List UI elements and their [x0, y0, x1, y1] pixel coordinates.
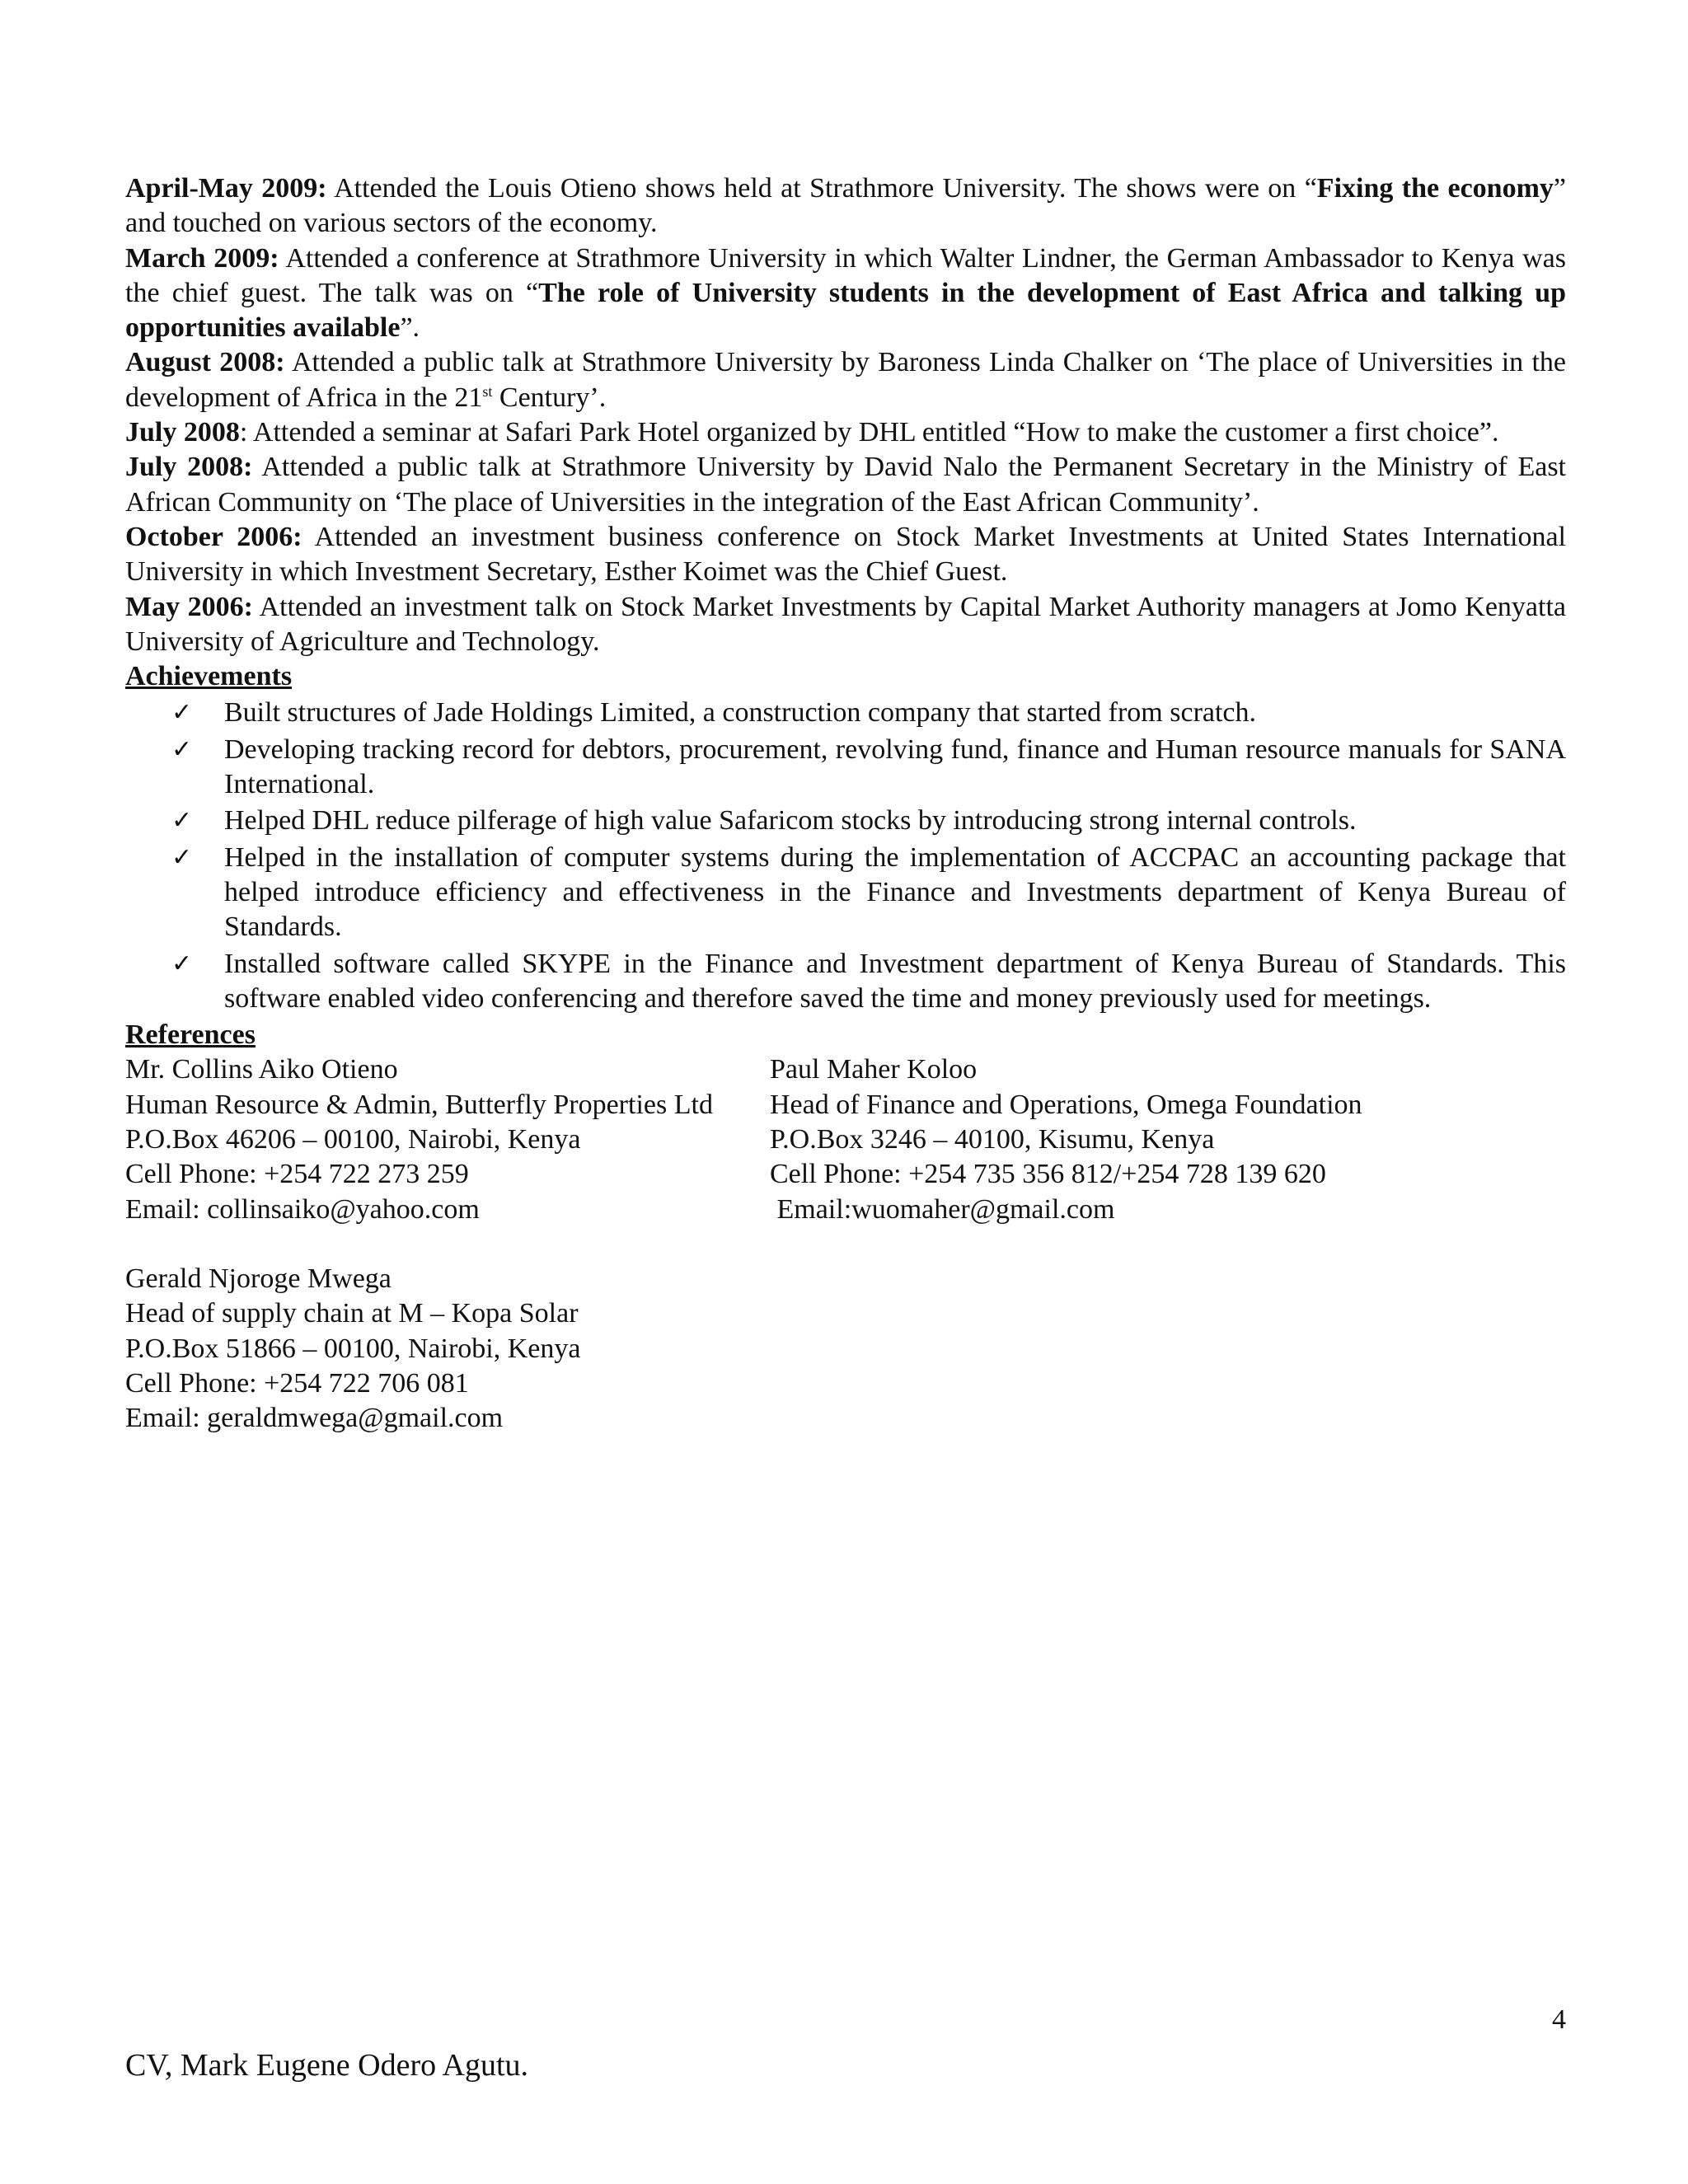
- reference-name: Paul Maher Koloo: [770, 1054, 978, 1085]
- reference-email: Email: collinsaiko@yahoo.com: [125, 1193, 480, 1225]
- reference-entry: [770, 1052, 1566, 1226]
- event-date: August 2008:: [125, 347, 285, 378]
- checkmark-icon: ✓: [171, 734, 193, 764]
- reference-phone: Cell Phone: +254 722 273 259: [125, 1159, 469, 1190]
- reference-entry: [125, 1052, 770, 1226]
- list-item: ✓ Installed software called SKYPE in the Finance and Investment department of Kenya Bureau of Standards. This software enabled video conferencing and therefore saved the time and money previously used for meetings.: [171, 948, 1566, 1014]
- event-date: July 2008: [125, 417, 240, 448]
- event-date: April-May 2009:: [125, 173, 327, 204]
- page-content: [125, 171, 1566, 1436]
- checkmark-icon: ✓: [171, 949, 193, 978]
- reference-name: Mr. Collins Aiko Otieno: [125, 1054, 398, 1085]
- event-entry: October 2006: Attended an investment business conference on Stock Market Investments at United States International University in which Investment Secretary, Esther Koimet was the Chief Guest.: [125, 521, 1566, 588]
- event-date: May 2006:: [125, 591, 253, 622]
- reference-address: P.O.Box 3246 – 40100, Kisumu, Kenya: [770, 1124, 1215, 1155]
- references-grid: [125, 1052, 1566, 1226]
- event-date: March 2009:: [125, 242, 279, 274]
- reference-role: Head of Finance and Operations, Omega Foundation: [770, 1089, 1362, 1120]
- checkmark-icon: ✓: [171, 698, 193, 728]
- reference-role: Human Resource & Admin, Butterfly Properties Ltd: [125, 1089, 713, 1120]
- list-item: ✓ Helped DHL reduce pilferage of high value Safaricom stocks by introducing strong internal controls.: [125, 804, 1566, 838]
- event-date: October 2006:: [125, 521, 302, 552]
- achievements-heading: Achievements: [125, 661, 293, 692]
- reference-phone: Cell Phone: +254 735 356 812/+254 728 139 620: [770, 1159, 1326, 1190]
- reference-email: Email:wuomaher@gmail.com: [770, 1193, 1115, 1225]
- checkmark-icon: ✓: [171, 806, 193, 836]
- list-item: ✓ Developing tracking record for debtors, procurement, revolving fund, finance and Human resource manuals for SANA International.: [171, 733, 1566, 800]
- list-item: ✓ Helped in the installation of computer systems during the implementation of ACCPAC an accounting package that helped introduce efficiency and effectiveness in the Finance and Investments department of Kenya Bureau of Standards.: [171, 841, 1566, 943]
- event-entry: April-May 2009: Attended the Louis Otieno shows held at Strathmore University. The shows were on “Fixing the economy” and touched on various sectors of the economy.: [125, 173, 1566, 239]
- page-footer: CV, Mark Eugene Odero Agutu.: [125, 2048, 529, 2083]
- list-item: ✓ Built structures of Jade Holdings Limited, a construction company that started from scratch.: [125, 696, 1566, 730]
- reference-address: P.O.Box 46206 – 00100, Nairobi, Kenya: [125, 1124, 581, 1155]
- event-entry: March 2009: Attended a conference at Strathmore University in which Walter Lindner, the German Ambassador to Kenya was the chief guest. The talk was on “The role of University students in the development of East Africa and talking up opportunities available”.: [125, 242, 1567, 344]
- reference-email: Email: geraldmwega@gmail.com: [125, 1403, 504, 1434]
- event-date: July 2008:: [125, 452, 253, 483]
- event-entry: July 2008: Attended a public talk at Strathmore University by David Nalo the Permanent Secretary in the Ministry of East African Community on ‘The place of Universities in the integration of the East African Community’.: [125, 452, 1566, 518]
- reference-address: P.O.Box 51866 – 00100, Nairobi, Kenya: [125, 1333, 581, 1364]
- achievements-list: [125, 696, 1566, 1016]
- reference-phone: Cell Phone: +254 722 706 081: [125, 1367, 469, 1399]
- page-number: 4: [1552, 2004, 1566, 2035]
- reference-name: Gerald Njoroge Mwega: [125, 1263, 392, 1294]
- checkmark-icon: ✓: [171, 842, 193, 872]
- event-entry: August 2008: Attended a public talk at Strathmore University by Baroness Linda Chalker on ‘The place of Universities in the development of Africa in the 21st Century’.: [125, 347, 1566, 413]
- reference-entry: [125, 1262, 1566, 1436]
- references-heading: References: [125, 1019, 256, 1051]
- reference-role: Head of supply chain at M – Kopa Solar: [125, 1298, 579, 1329]
- event-entry: July 2008: Attended a seminar at Safari Park Hotel organized by DHL entitled “How to make the customer a first choice”.: [125, 417, 1499, 448]
- event-entry: May 2006: Attended an investment talk on Stock Market Investments by Capital Market Authority managers at Jomo Kenyatta University of Agriculture and Technology.: [125, 591, 1566, 657]
